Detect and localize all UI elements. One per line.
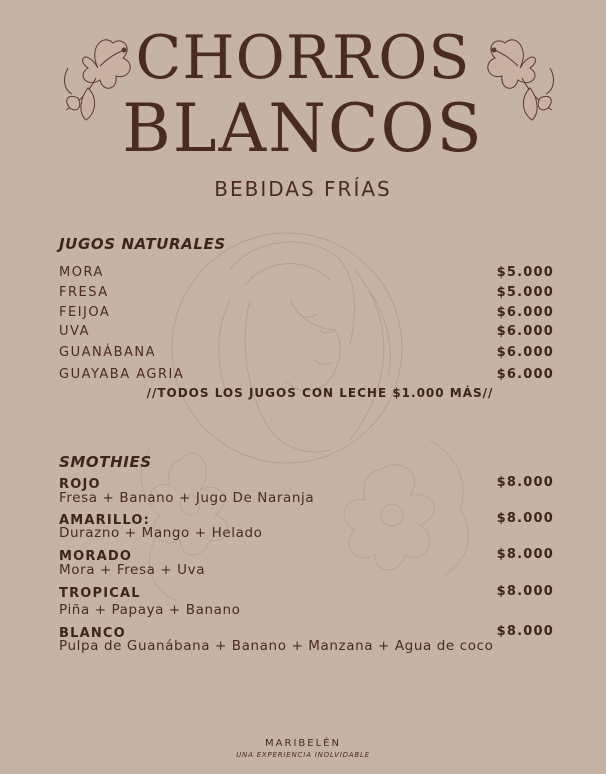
smoothie-name: AMARILLO: [59,513,151,528]
juice-price: $6.000 [496,345,554,360]
smoothie-price: $8.000 [496,547,554,562]
section-title-smoothies: SMOTHIES [59,453,152,471]
juice-name: GUAYABA AGRIA [59,367,185,382]
brand-name: MARIBELÉN [265,738,341,749]
juice-name: FEIJOA [59,305,111,320]
smoothie-description: Mora + Fresa + Uva [59,562,206,578]
smoothie-price: $8.000 [496,475,554,490]
juice-price: $5.000 [496,265,554,280]
juice-price: $5.000 [496,285,554,300]
section-title-juices: JUGOS NATURALES [59,235,226,253]
smoothie-name: ROJO [59,477,101,492]
juice-name: GUANÁBANA [59,345,157,360]
juice-name: UVA [59,324,90,339]
smoothie-name: MORADO [59,549,133,564]
smoothie-description: Pulpa de Guanábana + Banano + Manzana + Agua de coco [59,638,494,654]
juice-price: $6.000 [496,305,554,320]
smoothie-price: $8.000 [496,584,554,599]
smoothie-description: Piña + Papaya + Banano [59,602,241,618]
smoothie-description: Fresa + Banano + Jugo De Naranja [59,490,315,506]
juice-price: $6.000 [496,324,554,339]
juice-name: MORA [59,265,104,280]
smoothie-price: $8.000 [496,511,554,526]
smoothie-price: $8.000 [496,624,554,639]
juice-price: $6.000 [496,367,554,382]
title-line-2: BLANCOS [122,90,484,167]
smoothie-name: BLANCO [59,626,126,641]
smoothie-description: Durazno + Mango + Helado [59,525,263,541]
brand-tagline: UNA EXPERIENCIA INOLVIDABLE [236,751,370,759]
juice-milk-note: //TODOS LOS JUGOS CON LECHE $1.000 MÁS// [146,386,494,400]
subtitle: BEBIDAS FRÍAS [214,177,392,201]
title-line-1: CHORROS [135,23,471,93]
smoothie-name: TROPICAL [59,586,141,601]
juice-name: FRESA [59,285,109,300]
